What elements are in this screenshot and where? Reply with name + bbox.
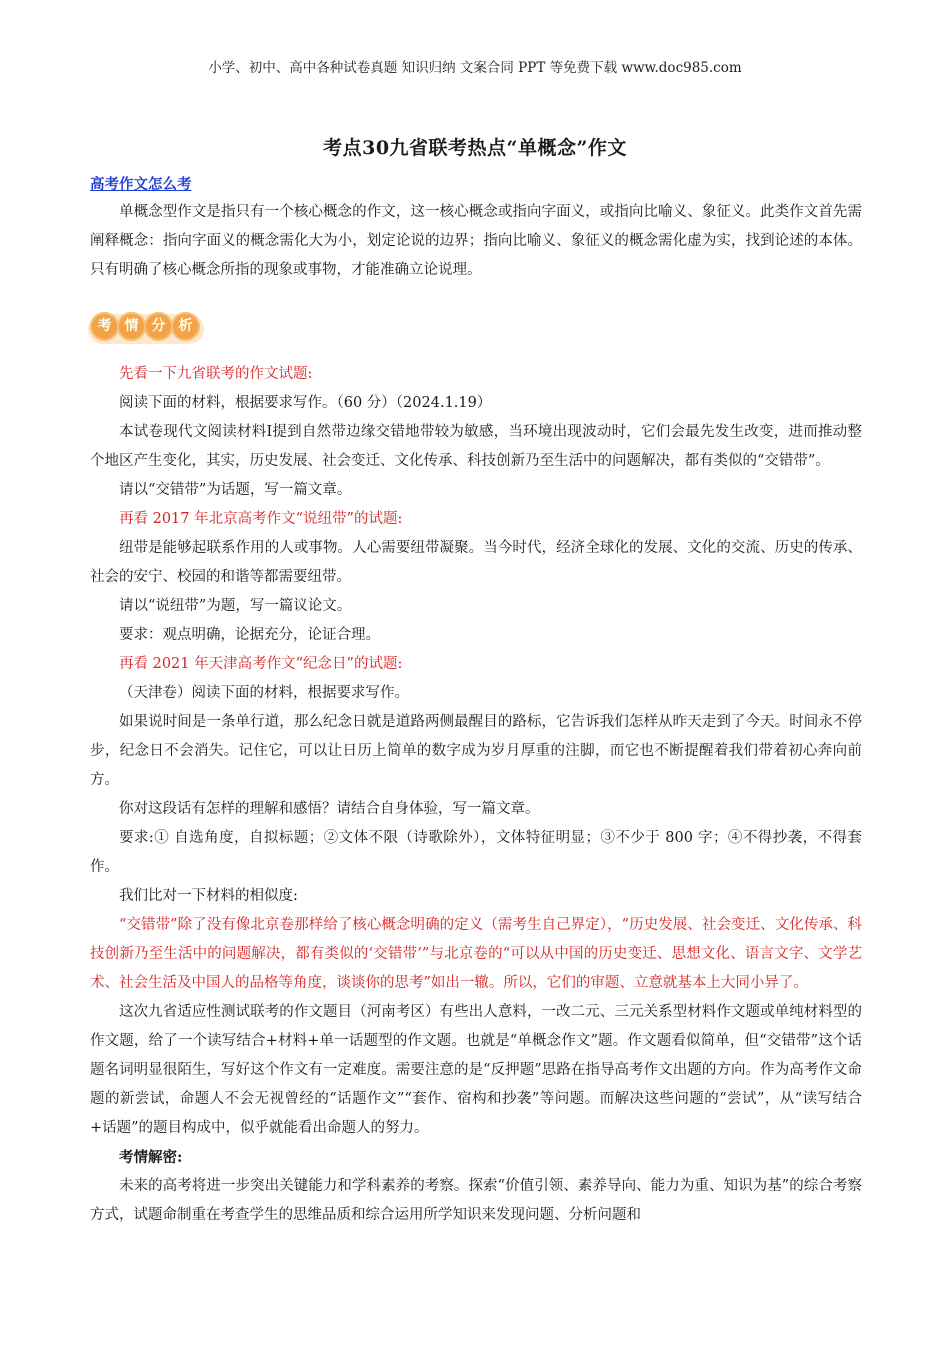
- page-title: 考点30九省联考热点“单概念”作文: [323, 137, 627, 159]
- body-paragraph: 本试卷现代文阅读材料Ⅰ提到自然带边缘交错地带较为敏感，当环境出现波动时，它们会最先发生改变，进而推动整个地区产生变化，其实，历史发展、社会变迁、文化传承、科技创新乃至生活中的问题解决，都有类似的“交错带”。: [90, 424, 862, 469]
- badge-char: 情: [117, 312, 146, 341]
- badge-char: 考: [90, 312, 119, 341]
- body-paragraph: 要求:① 自选角度，自拟标题；②文体不限（诗歌除外），文体特征明显；③不少于 800 字；④不得抄袭，不得套作。: [90, 830, 862, 875]
- intro-block: [90, 198, 862, 285]
- body-paragraph: 阅读下面的材料，根据要求写作。（60 分）（2024.1.19）: [119, 395, 492, 411]
- body-paragraph: “交错带”除了没有像北京卷那样给了核心概念明确的定义（需考生自己界定），“历史发展、社会变迁、文化传承、科技创新乃至生活中的问题解决，都有类似的‘交错带’”与北京卷的“可以从中国的历史变迁、思想文化、语言文字、文学艺术、社会生活及中国人的品格等角度，谈谈你的思考”如出一辙。所以，它们的审题、立意就基本上大同小异了。: [90, 917, 862, 991]
- body-paragraph: 纽带是能够起联系作用的人或事物。人心需要纽带凝聚。当今时代，经济全球化的发展、文化的交流、历史的传承、社会的安宁、校园的和谐等都需要纽带。: [90, 540, 862, 585]
- content-block: [90, 360, 862, 1230]
- analysis-badge: [90, 312, 198, 341]
- body-paragraph: 要求：观点明确，论据充分，论证合理。: [119, 627, 380, 643]
- body-paragraph: 请以“说纽带”为题，写一篇议论文。: [119, 598, 352, 614]
- body-paragraph: 如果说时间是一条单行道，那么纪念日就是道路两侧最醒目的路标，它告诉我们怎样从昨天走到了今天。时间永不停步，纪念日不会消失。记住它，可以让日历上简单的数字成为岁月厚重的注脚，而它也不断提醒着我们带着初心奔向前方。: [90, 714, 862, 788]
- badge-char: 析: [171, 312, 200, 341]
- body-paragraph: 考情解密:: [119, 1149, 183, 1166]
- body-paragraph: 先看一下九省联考的作文试题:: [119, 366, 313, 382]
- body-paragraph: 我们比对一下材料的相似度:: [119, 888, 298, 904]
- badge-char: 分: [144, 312, 173, 341]
- body-paragraph: 未来的高考将进一步突出关键能力和学科素养的考察。探索“价值引领、素养导向、能力为重、知识为基”的综合考察方式，试题命制重在考查学生的思维品质和综合运用所学知识来发现问题、分析问题和: [90, 1178, 862, 1223]
- body-paragraph: 这次九省适应性测试联考的作文题目（河南考区）有些出人意料，一改二元、三元关系型材料作文题或单纯材料型的作文题，给了一个读写结合+材料+单一话题型的作文题。也就是“单概念作文”题。作文题看似简单，但“交错带”这个话题名词明显很陌生，写好这个作文有一定难度。需要注意的是“反押题”思路在指导高考作文出题的方向。作为高考作文命题的新尝试，命题人不会无视曾经的“话题作文”“套作、宿构和抄袭”等问题。而解决这些问题的“尝试”，从“读写结合+话题”的题目构成中，似乎就能看出命题人的努力。: [90, 1004, 862, 1136]
- body-paragraph: （天津卷）阅读下面的材料，根据要求写作。: [119, 685, 409, 701]
- body-paragraph: 再看 2021 年天津高考作文“纪念日”的试题:: [119, 656, 403, 672]
- body-paragraph: 你对这段话有怎样的理解和感悟？请结合自身体验，写一篇文章。: [119, 801, 540, 817]
- page-header: 小学、初中、高中各种试卷真题 知识归纳 文案合同 PPT 等免费下载 www.doc985.com: [208, 60, 742, 76]
- body-paragraph: 请以“交错带”为话题，写一篇文章。: [119, 482, 352, 498]
- body-paragraph: 再看 2017 年北京高考作文“说纽带”的试题:: [119, 511, 403, 527]
- intro-paragraph: 单概念型作文是指只有一个核心概念的作文，这一核心概念或指向字面义，或指向比喻义、象征义。此类作文首先需阐释概念：指向字面义的概念需化大为小，划定论说的边界；指向比喻义、象征义的概念需化虚为实，找到论述的本体。只有明确了核心概念所指的现象或事物，才能准确立论说理。: [90, 204, 862, 278]
- section-heading-link[interactable]: 高考作文怎么考: [90, 176, 192, 193]
